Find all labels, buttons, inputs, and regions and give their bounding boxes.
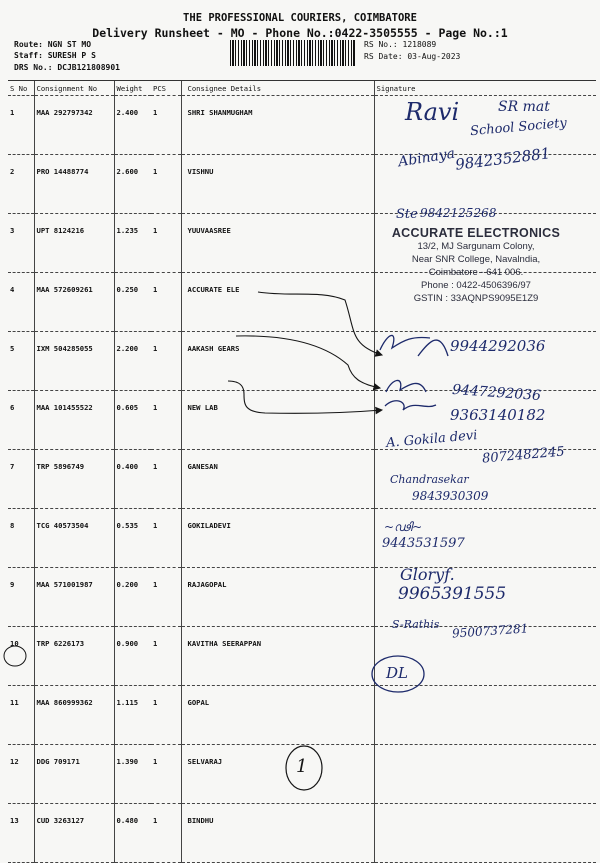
signature-1-note: SR mat (498, 99, 550, 115)
consignment-no: TRP 6226173 (34, 627, 114, 686)
stamp-company: ACCURATE ELECTRONICS (391, 226, 561, 240)
weight: 1.235 (114, 214, 151, 273)
drs-number: DRS No.: DCJB121808901 (14, 63, 120, 72)
stamp-line-1: 13/2, MJ Sargunam Colony, (417, 241, 535, 252)
pcs: 1 (151, 450, 181, 509)
signature-9-phone: 9843930309 (412, 489, 489, 503)
consignment-no: TCG 40573504 (34, 509, 114, 568)
pcs: 1 (151, 686, 181, 745)
col-sno: S No (8, 81, 34, 96)
pcs: 1 (151, 332, 181, 391)
signature-10-phone: 9443531597 (382, 536, 465, 551)
consignment-no: PRO 14488774 (34, 155, 114, 214)
stamp-line-4: Phone : 0422-4506396/97 (421, 280, 531, 291)
consignee-details: AAKASH GEARS (181, 332, 374, 391)
pcs: 1 (151, 391, 181, 450)
signature-cell (374, 804, 596, 863)
row-sno: 8 (8, 509, 34, 568)
signature-9-name: Chandrasekar (390, 473, 469, 486)
weight: 0.605 (114, 391, 151, 450)
pcs: 1 (151, 155, 181, 214)
consignment-no: IXM 504285055 (34, 332, 114, 391)
row-sno: 5 (8, 332, 34, 391)
staff-label: Staff: SURESH P S (14, 51, 96, 60)
pcs: 1 (151, 804, 181, 863)
weight: 0.250 (114, 273, 151, 332)
weight: 2.200 (114, 332, 151, 391)
consignee-details: RAJAGOPAL (181, 568, 374, 627)
weight: 0.535 (114, 509, 151, 568)
pcs: 1 (151, 568, 181, 627)
row-sno: 3 (8, 214, 34, 273)
signature-8-name: A. Gokila devi (385, 428, 478, 451)
pcs: 1 (151, 214, 181, 273)
row-sno: 7 (8, 450, 34, 509)
signature-cell (374, 745, 596, 804)
weight: 0.480 (114, 804, 151, 863)
runsheet-table (8, 80, 596, 863)
signature-7-phone: 9447292036 (451, 381, 542, 405)
pcs: 1 (151, 509, 181, 568)
col-weight: Weight (114, 81, 151, 96)
weight: 1.390 (114, 745, 151, 804)
consignee-details: VISHNU (181, 155, 374, 214)
consignment-no: CUD 3263127 (34, 804, 114, 863)
signature-10-mark: ~ഢി~ (384, 520, 423, 534)
company-title: THE PROFESSIONAL COURIERS, COIMBATORE (183, 12, 417, 24)
weight: 2.600 (114, 155, 151, 214)
col-consignment: Consignment No (34, 81, 114, 96)
consignee-details: ACCURATE ELE (181, 273, 374, 332)
signature-2-phone: 9842352881 (454, 144, 552, 174)
signature-11-mark: Gloryf. (400, 565, 455, 584)
consignee-details: KAVITHA SEERAPPAN (181, 627, 374, 686)
signature-13: DL (386, 664, 408, 682)
table-row (8, 804, 596, 863)
weight: 0.900 (114, 627, 151, 686)
consignment-no: MAA 572609261 (34, 273, 114, 332)
consignee-details: SHRI SHANMUGHAM (181, 96, 374, 155)
consignment-no: MAA 860999362 (34, 686, 114, 745)
signature-cell (374, 686, 596, 745)
weight: 2.400 (114, 96, 151, 155)
signature-1-name: Ravi (405, 98, 460, 126)
col-consignee: Consignee Details (181, 81, 374, 96)
row-sno: 11 (8, 686, 34, 745)
stamp-line-2: Near SNR College, Navalndia, (411, 254, 541, 265)
consignee-details: GANESAN (181, 450, 374, 509)
consignee-details: NEW LAB (181, 391, 374, 450)
row-sno: 13 (8, 804, 34, 863)
consignment-no: MAA 101455522 (34, 391, 114, 450)
consignee-details: SELVARAJ (181, 745, 374, 804)
row-sno: 2 (8, 155, 34, 214)
pcs: 1 (151, 96, 181, 155)
row-sno: 1 (8, 96, 34, 155)
stamp-line-5: GSTIN : 33AQNPS9095E1Z9 (413, 293, 539, 304)
stamp-line-3: Coimbatore - 641 006. (428, 267, 524, 278)
signature-3-phone: 9842125268 (420, 206, 497, 220)
runsheet-subtitle: Delivery Runsheet - MO - Phone No.:0422-3505555 - Page No.:1 (92, 26, 508, 40)
barcode (230, 40, 355, 66)
table-header-row (8, 81, 596, 96)
consignment-no: DDG 709171 (34, 745, 114, 804)
signature-12-name: S-Rathis (392, 618, 440, 631)
weight: 0.400 (114, 450, 151, 509)
table-row (8, 568, 596, 627)
page-number-mark: 1 (296, 756, 308, 777)
weight: 0.200 (114, 568, 151, 627)
col-signature: Signature (374, 81, 596, 96)
consignment-no: UPT 8124216 (34, 214, 114, 273)
signature-3-name: Ste (396, 207, 418, 222)
consignment-no: TRP 5896749 (34, 450, 114, 509)
signature-6-phone: 9944292036 (450, 337, 546, 355)
row-sno: 12 (8, 745, 34, 804)
col-pcs: PCS (151, 81, 181, 96)
table-row (8, 686, 596, 745)
pcs: 1 (151, 627, 181, 686)
consignment-no: MAA 292797342 (34, 96, 114, 155)
signature-12-phone: 9500737281 (451, 621, 529, 641)
pcs: 1 (151, 745, 181, 804)
row-sno: 9 (8, 568, 34, 627)
consignee-details: BINDHU (181, 804, 374, 863)
signature-1-school: School Society (469, 115, 568, 140)
consignee-details: GOPAL (181, 686, 374, 745)
table-row (8, 509, 596, 568)
signature-8-phone-b: 8072482245 (481, 444, 566, 467)
consignee-details: GOKILADEVI (181, 509, 374, 568)
signature-8-phone-a: 9363140182 (450, 406, 546, 424)
consignment-no: MAA 571001987 (34, 568, 114, 627)
signature-11-phone: 9965391555 (398, 584, 507, 604)
route-label: Route: NGN ST MO (14, 40, 92, 49)
weight: 1.115 (114, 686, 151, 745)
rs-date: RS Date: 03-Aug-2023 (364, 52, 461, 61)
row-sno: 10 (8, 627, 34, 686)
signature-2-name: Abinaya (397, 145, 457, 171)
row-sno: 6 (8, 391, 34, 450)
rs-number: RS No.: 1218089 (364, 40, 437, 49)
accurate-electronics-stamp (376, 226, 576, 305)
consignee-details: YUUVAASREE (181, 214, 374, 273)
pcs: 1 (151, 273, 181, 332)
row-sno: 4 (8, 273, 34, 332)
